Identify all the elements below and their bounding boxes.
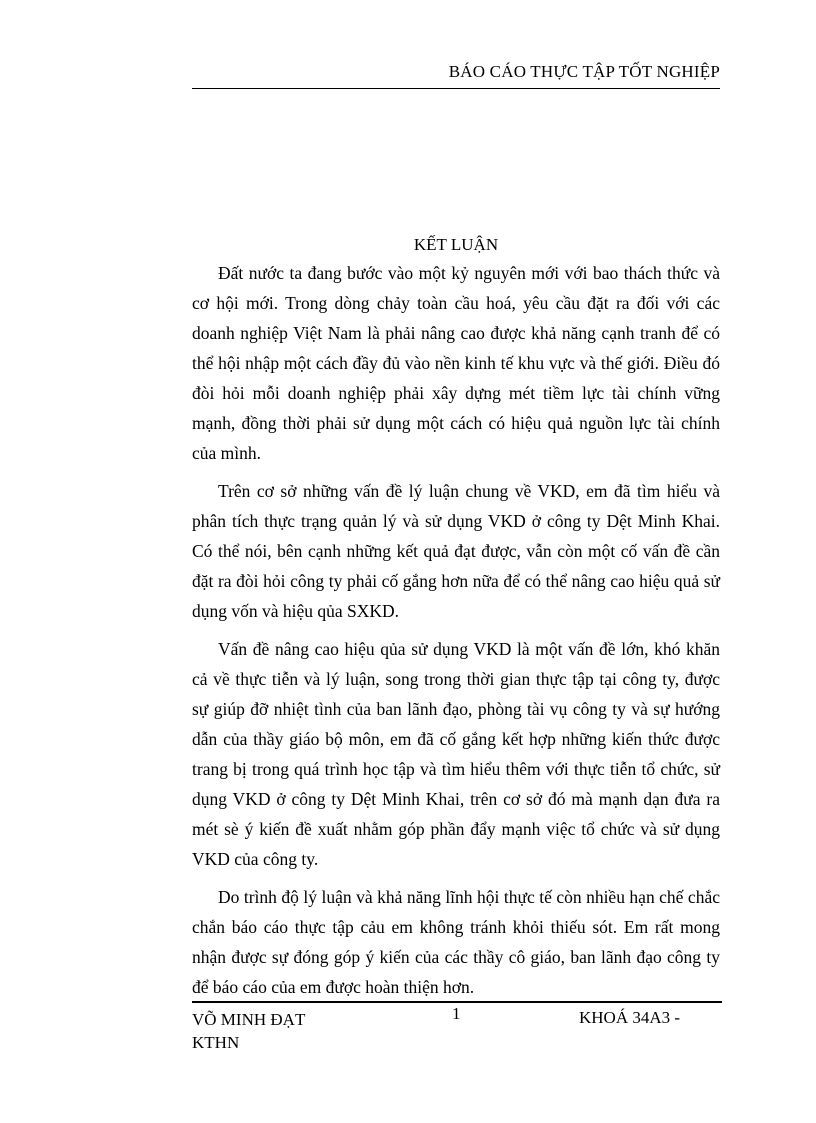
paragraph-2: Trên cơ sở những vấn đề lý luận chung về VKD, em đã tìm hiểu và phân tích thực trạng quản lý và sử dụng VKD ở công ty Dệt Minh Khai. Có thể nói, bên cạnh những kết quả đạt được, vẫn còn một cố vấn đề cần đặt ra đòi hỏi công ty phải cố gắng hơn nữa để có thể nâng cao hiệu quả sử dụng vốn và hiệu qủa SXKD.: [192, 481, 720, 621]
page-number: 1: [452, 1004, 461, 1023]
section-heading: KẾT LUẬN: [413, 235, 499, 254]
paragraph-4: Do trình độ lý luận và khả năng lĩnh hội thực tế còn nhiều hạn chế chắc chắn báo cáo thực tập cảu em không tránh khỏi thiếu sót. Em rất mong nhận được sự đóng góp ý kiến của các thầy cô giáo, ban lãnh đạo công ty để báo cáo của em được hoàn thiện hơn.: [192, 887, 720, 997]
footer-author: [192, 1008, 305, 1054]
footer-rule: [192, 1001, 722, 1003]
header-rule: [192, 88, 720, 89]
paragraph-1: Đất nước ta đang bước vào một kỷ nguyên mới với bao thách thức và cơ hội mới. Trong dòng chảy toàn cầu hoá, yêu cầu đặt ra đối với các doanh nghiệp Việt Nam là phải nâng cao được khả năng cạnh tranh để có thể hội nhập một cách đầy đủ vào nền kinh tế khu vực và thế giới. Điều đó đòi hỏi mỗi doanh nghiệp phải xây dựng mét tiềm lực tài chính vững mạnh, đồng thời phải sử dụng một cách có hiệu quả nguồn lực tài chính của mình.: [192, 263, 720, 463]
document-body: [192, 232, 720, 1010]
header-title: BÁO CÁO THỰC TẬP TỐT NGHIỆP: [448, 62, 720, 81]
paragraph-3: Vấn đề nâng cao hiệu qủa sử dụng VKD là một vấn đề lớn, khó khăn cả về thực tiễn và lý luận, song trong thời gian thực tập tại công ty, được sự giúp đỡ nhiệt tình của ban lãnh đạo, phòng tài vụ công ty và sự hướng dẫn của thầy giáo bộ môn, em đã cố gắng kết hợp những kiến thức được trang bị trong quá trình học tập và tìm hiểu thêm với thực tiễn tổ chức, sử dụng VKD ở công ty Dệt Minh Khai, trên cơ sở đó mà mạnh dạn đưa ra mét sè ý kiến đề xuất nhằm góp phần đẩy mạnh việc tổ chức và sử dụng VKD của công ty.: [192, 639, 720, 869]
footer-author-dept: KTHN: [192, 1033, 240, 1052]
footer-author-name: VÕ MINH ĐẠT: [192, 1010, 306, 1029]
footer-class: KHOÁ 34A3 -: [579, 1008, 681, 1027]
